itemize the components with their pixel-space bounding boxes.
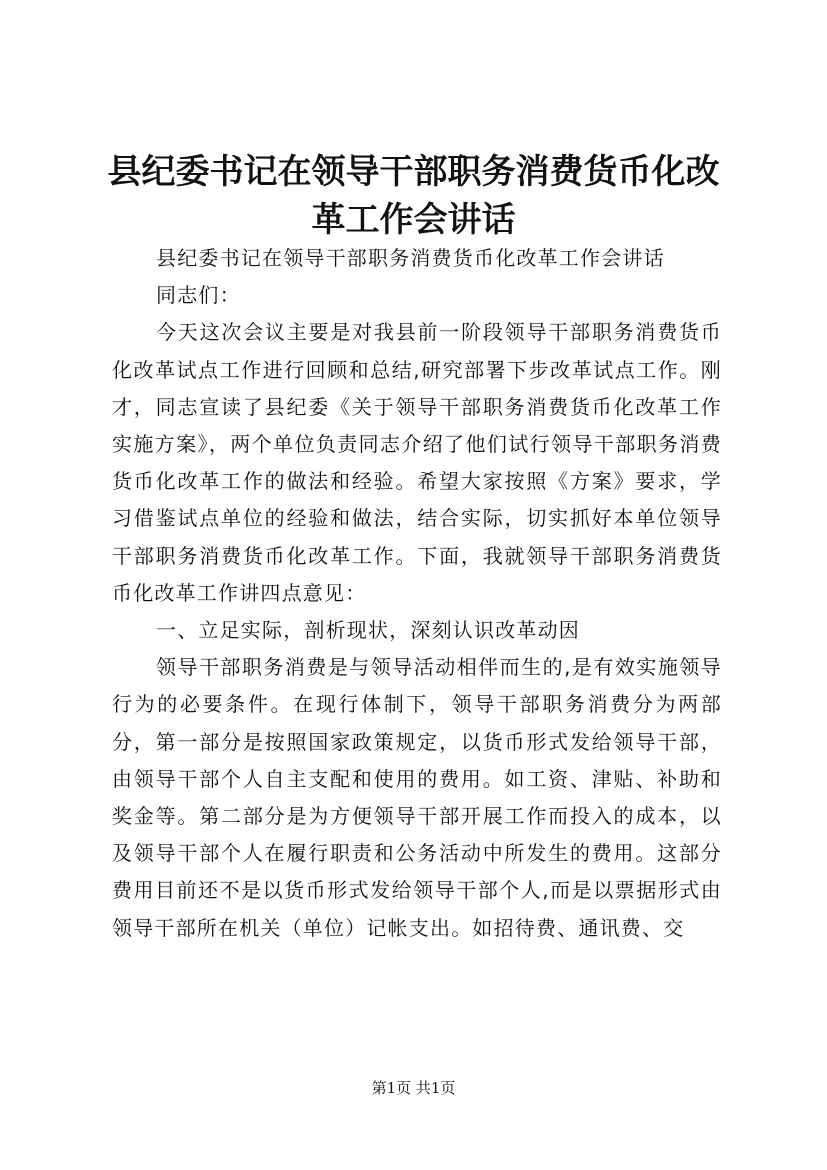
document-body [112, 240, 722, 947]
body-paragraph-section-heading: 一、立足实际，剖析现状，深刻认识改革动因 [156, 618, 580, 643]
body-paragraph-intro: 今天这次会议主要是对我县前一阶段领导干部职务消费货币化改革试点工作进行回顾和总结,研究部署下步改革试点工作。刚才，同志宣读了县纪委《关于领导干部职务消费货币化改革工作实施方案》，两个单位负责同志介绍了他们试行领导干部职务消费货币化改革工作的做法和经验。希望大家按照《方案》要求，学习借鉴试点单位的经验和做法，结合实际，切实抓好本单位领导干部职务消费货币化改革工作。下面，我就领导干部职务消费货币化改革工作讲四点意见： [112, 320, 722, 605]
body-paragraph-section-content: 领导干部职务消费是与领导活动相伴而生的,是有效实施领导行为的必要条件。在现行体制下，领导干部职务消费分为两部分，第一部分是按照国家政策规定，以货币形式发给领导干部，由领导干部个人自主支配和使用的费用。如工资、津贴、补助和奖金等。第二部分是为方便领导干部开展工作而投入的成本，以及领导干部个人在履行职责和公务活动中所发生的费用。这部分费用目前还不是以货币形式发给领导干部个人,而是以票据形式由领导干部所在机关（单位）记帐支出。如招待费、通讯费、交 [112, 655, 722, 940]
body-paragraph-salutation: 同志们： [156, 283, 241, 308]
body-paragraph-heading-repeat: 县纪委书记在领导干部职务消费货币化改革工作会讲话 [156, 246, 665, 270]
document-title: 县纪委书记在领导干部职务消费货币化改革工作会讲话 [107, 152, 720, 240]
page-number-footer: 第1页 共1页 [371, 1079, 456, 1097]
